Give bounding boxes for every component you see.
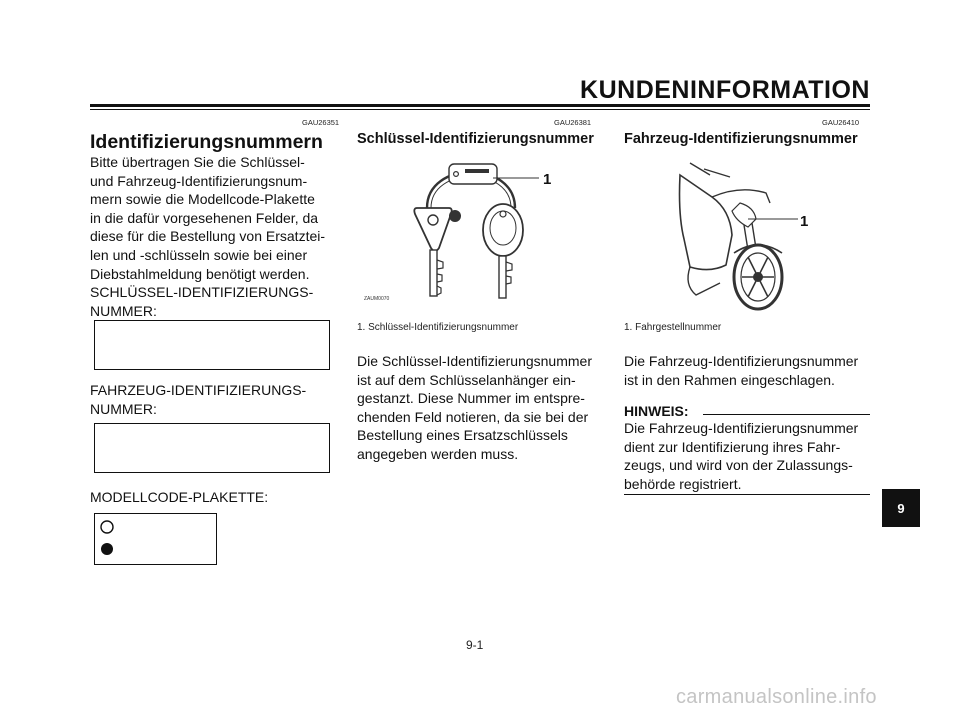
header-rule-thin: [90, 109, 870, 110]
key-callout-number: 1: [543, 171, 552, 188]
model-code-circles: [95, 514, 216, 564]
note-line: behörde registriert.: [624, 475, 742, 492]
key-illustration: [357, 150, 603, 310]
right-section-title: Fahrzeug-Identifizierungsnummer: [624, 131, 858, 147]
middle-body-line: Bestellung eines Ersatzschlüssels: [357, 427, 568, 444]
note-text: [624, 419, 870, 493]
note-heading-rule: [703, 414, 870, 415]
left-body-line: Bitte übertragen Sie die Schlüssel-: [90, 154, 305, 170]
note-line: zeugs, und wird von der Zulassungs-: [624, 457, 853, 474]
left-section-title: Identifizierungsnummern: [90, 131, 323, 153]
note-heading: HINWEIS:: [624, 403, 689, 419]
figure-code: ZAUM0070: [364, 296, 390, 302]
left-body-line: und Fahrzeug-Identifizierungsnum-: [90, 172, 308, 189]
right-body-line: Die Fahrzeug-Identifizierungsnummer: [624, 353, 859, 369]
note-line: Die Fahrzeug-Identifizierungsnummer: [624, 420, 859, 436]
chapter-tab[interactable]: 9: [882, 489, 920, 527]
left-body-line: len und -schlüsseln sowie bei einer: [90, 246, 308, 263]
open-circle-icon: [101, 521, 113, 533]
left-body-text: [90, 153, 336, 283]
middle-body-line: Die Schlüssel-Identifizierungsnummer: [357, 353, 592, 369]
header-rule-thick: [90, 104, 870, 107]
scooter-illustration: [670, 155, 820, 315]
note-end-rule: [624, 494, 870, 495]
middle-body-line: angegeben werden muss.: [357, 445, 519, 462]
vehicle-number-label: FAHRZEUG-IDENTIFIZIERUNGS- NUMMER:: [90, 382, 307, 417]
middle-body-line: chenden Feld notieren, da sie bei der: [357, 408, 589, 425]
chapter-title: KUNDENINFORMATION: [580, 76, 870, 104]
left-body-line: diese für die Bestellung von Ersatztei-: [90, 228, 326, 245]
filled-circle-icon: [101, 543, 113, 555]
vehicle-figure-caption: 1. Fahrgestellnummer: [624, 322, 722, 333]
watermark: carmanualsonline.info: [676, 686, 877, 708]
key-figure-caption: 1. Schlüssel-Identifizierungsnummer: [357, 322, 519, 333]
middle-section-code: GAU26381: [554, 118, 592, 127]
left-section-code: GAU26351: [302, 118, 340, 127]
vehicle-callout-number: 1: [800, 213, 809, 230]
right-body-text: [624, 352, 870, 389]
middle-body-text: [357, 352, 603, 464]
left-body-line: Diebstahlmeldung benötigt werden.: [90, 265, 310, 282]
model-code-field[interactable]: [94, 513, 217, 565]
left-body-line: in die dafür vorgesehenen Felder, da: [90, 209, 319, 226]
model-code-label: MODELLCODE-PLAKETTE:: [90, 489, 269, 505]
left-body-line: mern sowie die Modellcode-Plakette: [90, 191, 315, 208]
middle-body-line: gestanzt. Diese Nummer im entspre-: [357, 390, 585, 407]
page-number: 9-1: [466, 638, 484, 652]
key-number-field[interactable]: [94, 320, 330, 370]
vehicle-number-field[interactable]: [94, 423, 330, 473]
middle-body-line: ist auf dem Schlüsselanhänger ein-: [357, 371, 576, 388]
key-number-label: SCHLÜSSEL-IDENTIFIZIERUNGS- NUMMER:: [90, 284, 314, 319]
note-line: dient zur Identifizierung ihres Fahr-: [624, 438, 841, 455]
right-section-code: GAU26410: [822, 118, 860, 127]
right-body-line: ist in den Rahmen eingeschlagen.: [624, 371, 835, 388]
middle-section-title: Schlüssel-Identifizierungsnummer: [357, 131, 594, 147]
